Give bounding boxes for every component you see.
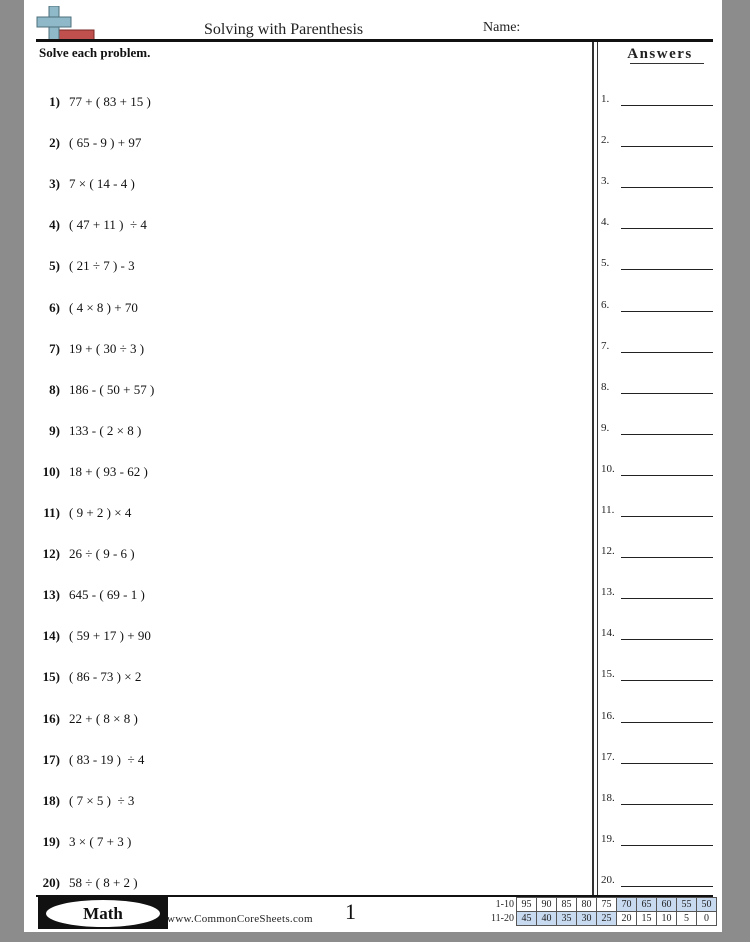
problem-row <box>24 423 584 443</box>
answer-blank-line[interactable] <box>621 475 713 476</box>
answer-number: 13. <box>601 586 615 598</box>
problem-row <box>24 135 584 155</box>
problem-row <box>24 834 584 854</box>
answer-blank-line[interactable] <box>621 434 713 435</box>
problem-row <box>24 258 584 278</box>
problem-row <box>24 94 584 114</box>
problem-row <box>24 669 584 689</box>
problem-number: 16) <box>42 711 60 726</box>
answer-slot[interactable] <box>601 710 716 724</box>
answer-slot[interactable] <box>601 833 716 847</box>
answer-blank-line[interactable] <box>621 804 713 805</box>
problem-expression: 133 - ( 2 × 8 ) <box>69 423 142 438</box>
score-cell: 15 <box>637 912 657 926</box>
answer-blank-line[interactable] <box>621 269 713 270</box>
problem-expression: 77 + ( 83 + 15 ) <box>69 94 151 109</box>
answer-blank-line[interactable] <box>621 680 713 681</box>
math-plus-logo-icon <box>36 6 98 40</box>
problem-row <box>24 711 584 731</box>
score-cell: 70 <box>617 898 637 912</box>
score-table <box>484 897 717 926</box>
score-cell: 35 <box>557 912 577 926</box>
problem-number: 2) <box>49 135 60 150</box>
column-divider-inner <box>597 42 598 897</box>
score-row-label: 1-10 <box>495 899 514 910</box>
problem-number: 14) <box>42 628 60 643</box>
answer-blank-line[interactable] <box>621 187 713 188</box>
answer-number: 12. <box>601 545 615 557</box>
answer-slot[interactable] <box>601 792 716 806</box>
score-cell: 80 <box>577 898 597 912</box>
problem-expression: 18 + ( 93 - 62 ) <box>69 464 148 479</box>
problem-expression: ( 65 - 9 ) + 97 <box>69 135 142 150</box>
answer-slot[interactable] <box>601 504 716 518</box>
answer-blank-line[interactable] <box>621 311 713 312</box>
answer-slot[interactable] <box>601 381 716 395</box>
score-cell: 50 <box>697 898 717 912</box>
worksheet-page <box>24 0 722 932</box>
score-cell: 65 <box>637 898 657 912</box>
problem-number: 20) <box>42 875 60 890</box>
problem-expression: ( 9 + 2 ) × 4 <box>69 505 132 520</box>
problem-number: 11) <box>43 505 60 520</box>
worksheet-title: Solving with Parenthesis <box>204 21 364 38</box>
problem-number: 13) <box>42 587 60 602</box>
answer-blank-line[interactable] <box>621 557 713 558</box>
answer-number: 3. <box>601 175 610 187</box>
score-cell: 10 <box>657 912 677 926</box>
score-cell: 75 <box>597 898 617 912</box>
answer-number: 8. <box>601 381 610 393</box>
answer-number: 16. <box>601 710 615 722</box>
answer-slot[interactable] <box>601 175 716 189</box>
answer-slot[interactable] <box>601 134 716 148</box>
problem-expression: 3 × ( 7 + 3 ) <box>69 834 132 849</box>
answer-number: 11. <box>601 504 615 516</box>
answer-slot[interactable] <box>601 299 716 313</box>
problem-expression: ( 7 × 5 ) ÷ 3 <box>69 793 135 808</box>
score-cell: 55 <box>677 898 697 912</box>
answer-blank-line[interactable] <box>621 393 713 394</box>
problem-row <box>24 382 584 402</box>
answers-heading: Answers <box>627 46 693 62</box>
answer-slot[interactable] <box>601 668 716 682</box>
problem-expression: 26 ÷ ( 9 - 6 ) <box>69 546 135 561</box>
answer-blank-line[interactable] <box>621 146 713 147</box>
score-cell: 90 <box>537 898 557 912</box>
score-cell: 30 <box>577 912 597 926</box>
problem-expression: 19 + ( 30 ÷ 3 ) <box>69 341 145 356</box>
answer-slot[interactable] <box>601 545 716 559</box>
answer-number: 5. <box>601 257 610 269</box>
problem-row <box>24 546 584 566</box>
problem-row <box>24 464 584 484</box>
problem-expression: ( 83 - 19 ) ÷ 4 <box>69 752 145 767</box>
problem-row <box>24 300 584 320</box>
column-divider <box>592 42 594 897</box>
answer-slot[interactable] <box>601 422 716 436</box>
problem-number: 3) <box>49 176 60 191</box>
problem-number: 5) <box>49 258 60 273</box>
score-row <box>484 898 717 912</box>
answer-slot[interactable] <box>601 216 716 230</box>
score-cell: 45 <box>517 912 537 926</box>
score-cell: 60 <box>657 898 677 912</box>
problem-expression: ( 59 + 17 ) + 90 <box>69 628 151 643</box>
answer-number: 1. <box>601 93 610 105</box>
score-cell: 0 <box>697 912 717 926</box>
score-cell: 95 <box>517 898 537 912</box>
answer-slot[interactable] <box>601 586 716 600</box>
instructions-text: Solve each problem. <box>39 45 151 60</box>
score-row <box>484 912 717 926</box>
problem-number: 18) <box>42 793 60 808</box>
answer-number: 9. <box>601 422 610 434</box>
answer-number: 10. <box>601 463 615 475</box>
problem-expression: ( 47 + 11 ) ÷ 4 <box>69 217 147 232</box>
answer-blank-line[interactable] <box>621 845 713 846</box>
problem-number: 17) <box>42 752 60 767</box>
answer-slot[interactable] <box>601 874 716 888</box>
problem-row <box>24 752 584 772</box>
problem-expression: ( 86 - 73 ) × 2 <box>69 669 142 684</box>
score-cell: 20 <box>617 912 637 926</box>
problem-row <box>24 628 584 648</box>
problem-number: 1) <box>49 94 60 109</box>
answer-number: 2. <box>601 134 610 146</box>
problem-number: 6) <box>49 300 60 315</box>
problem-number: 10) <box>42 464 60 479</box>
answers-heading-underline <box>630 63 704 64</box>
math-badge: Math <box>46 900 160 927</box>
answer-number: 14. <box>601 627 615 639</box>
score-row-label: 11-20 <box>491 913 514 924</box>
problem-row <box>24 793 584 813</box>
answer-number: 18. <box>601 792 615 804</box>
answer-number: 7. <box>601 340 610 352</box>
problem-row <box>24 176 584 196</box>
answer-number: 4. <box>601 216 610 228</box>
score-cell: 5 <box>677 912 697 926</box>
answer-slot[interactable] <box>601 463 716 477</box>
answer-blank-line[interactable] <box>621 105 713 106</box>
problem-row <box>24 875 584 895</box>
answer-slot[interactable] <box>601 93 716 107</box>
answer-number: 6. <box>601 299 610 311</box>
answer-blank-line[interactable] <box>621 639 713 640</box>
answer-blank-line[interactable] <box>621 516 713 517</box>
problem-number: 19) <box>42 834 60 849</box>
problem-row <box>24 217 584 237</box>
answer-slot[interactable] <box>601 257 716 271</box>
score-cell: 25 <box>597 912 617 926</box>
problem-number: 8) <box>49 382 60 397</box>
answer-blank-line[interactable] <box>621 598 713 599</box>
answer-number: 19. <box>601 833 615 845</box>
problem-expression: 645 - ( 69 - 1 ) <box>69 587 145 602</box>
answer-number: 17. <box>601 751 615 763</box>
problem-expression: 58 ÷ ( 8 + 2 ) <box>69 875 138 890</box>
answer-slot[interactable] <box>601 340 716 354</box>
name-label: Name: <box>483 20 521 35</box>
header-rule <box>36 39 713 42</box>
problem-number: 9) <box>49 423 60 438</box>
problem-row <box>24 505 584 525</box>
score-cell: 85 <box>557 898 577 912</box>
answer-slot[interactable] <box>601 627 716 641</box>
problem-number: 4) <box>49 217 60 232</box>
problem-number: 15) <box>42 669 60 684</box>
problem-expression: ( 4 × 8 ) + 70 <box>69 300 138 315</box>
website-link[interactable]: www.CommonCoreSheets.com <box>167 913 313 925</box>
problem-expression: 22 + ( 8 × 8 ) <box>69 711 138 726</box>
problem-expression: 186 - ( 50 + 57 ) <box>69 382 155 397</box>
problem-number: 7) <box>49 341 60 356</box>
answer-number: 15. <box>601 668 615 680</box>
problem-expression: 7 × ( 14 - 4 ) <box>69 176 135 191</box>
answer-blank-line[interactable] <box>621 352 713 353</box>
answer-slot[interactable] <box>601 751 716 765</box>
problem-number: 12) <box>42 546 60 561</box>
answer-blank-line[interactable] <box>621 763 713 764</box>
score-cell: 40 <box>537 912 557 926</box>
problem-row <box>24 587 584 607</box>
answer-blank-line[interactable] <box>621 722 713 723</box>
problem-expression: ( 21 ÷ 7 ) - 3 <box>69 258 135 273</box>
page-number: 1 <box>345 899 356 924</box>
answer-number: 20. <box>601 874 615 886</box>
answer-blank-line[interactable] <box>621 228 713 229</box>
answer-blank-line[interactable] <box>621 886 713 887</box>
problem-row <box>24 341 584 361</box>
